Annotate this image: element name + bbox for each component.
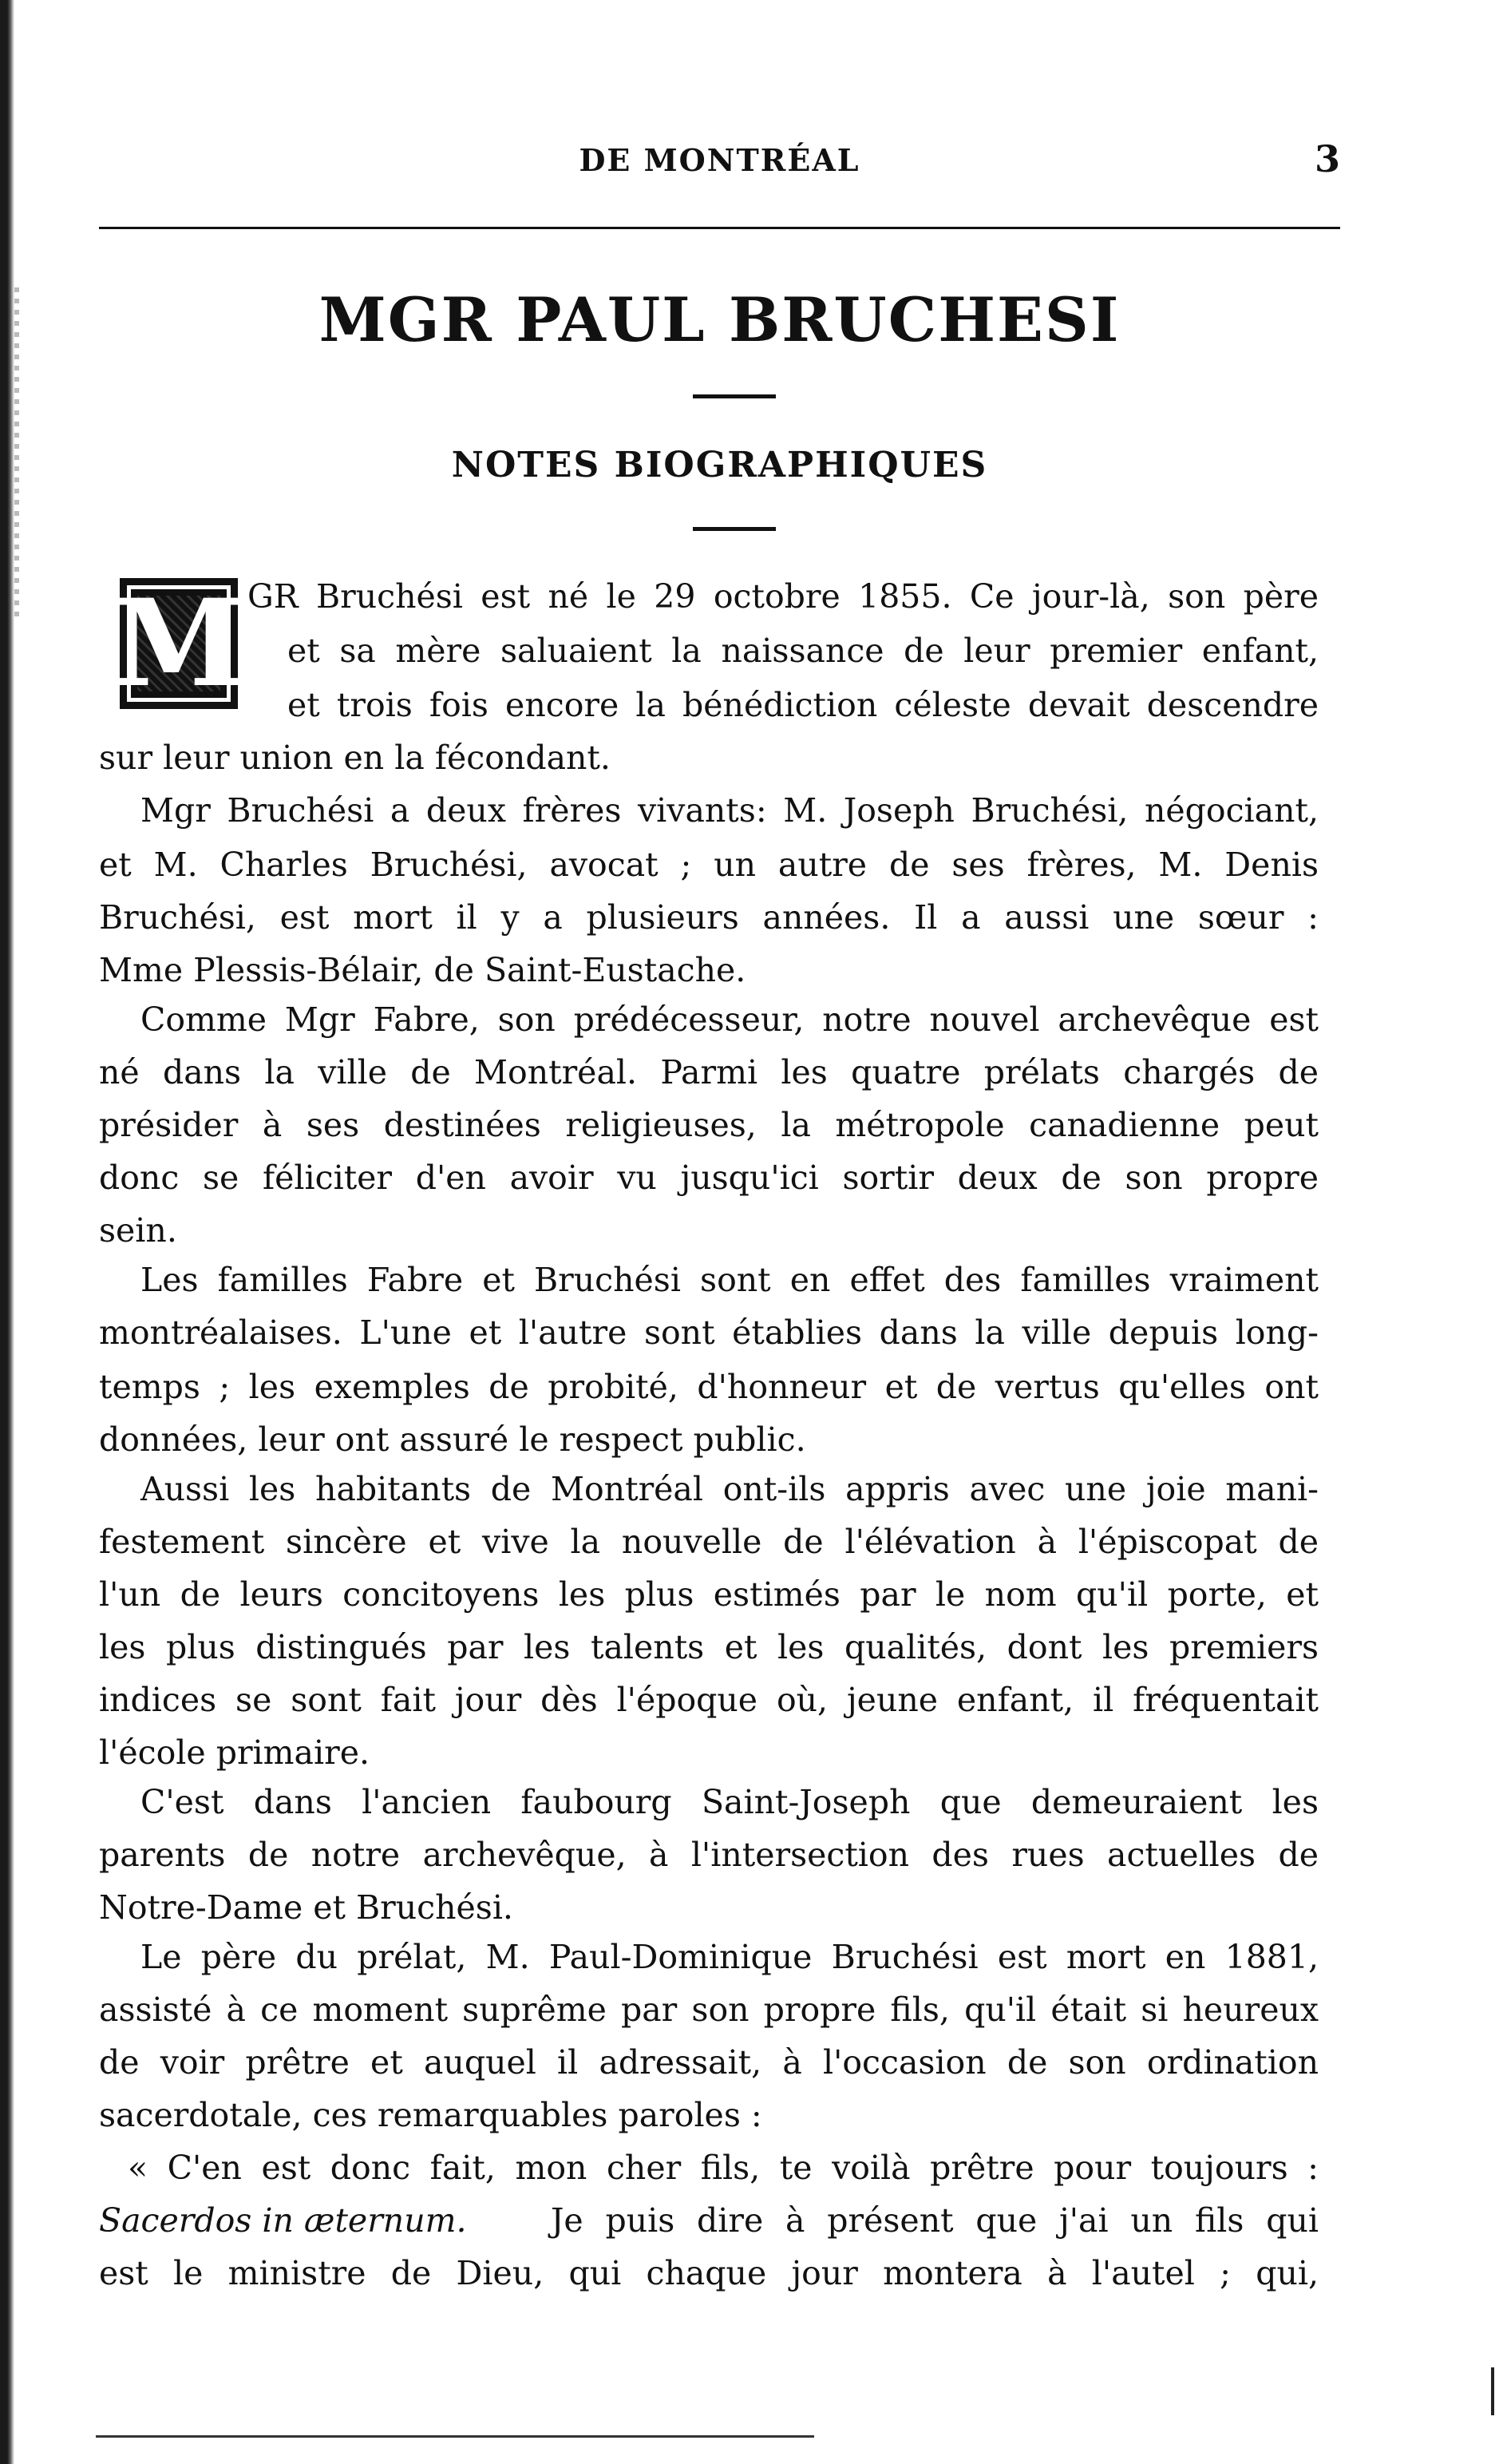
- text-line: données, leur ont assuré le respect public.: [99, 1420, 806, 1459]
- text-line: Aussi les habitants de Montréal ont-ils appris avec une joie mani-: [140, 1470, 1319, 1508]
- text-line: et sa mère saluaient la naissance de leur premier enfant,: [287, 632, 1319, 670]
- text-line: Bruchési, est mort il y a plusieurs années. Il a aussi une sœur :: [99, 898, 1319, 937]
- text-line: et M. Charles Bruchési, avocat ; un autre de ses frères, M. Denis: [99, 846, 1319, 884]
- text-line: Mme Plessis-Bélair, de Saint-Eustache.: [99, 951, 746, 989]
- text-line: Mgr Bruchési a deux frères vivants: M. Joseph Bruchési, négociant,: [140, 791, 1319, 830]
- text-line: festement sincère et vive la nouvelle de l'élévation à l'épiscopat de: [99, 1523, 1319, 1561]
- running-head-title: DE MONTRÉAL: [579, 142, 860, 178]
- text-line: les plus distingués par les talents et les qualités, dont les premiers: [99, 1628, 1319, 1666]
- text-line: Je puis dire à présent que j'ai un fils qui: [551, 2201, 1319, 2240]
- text-line: né dans la ville de Montréal. Parmi les quatre prélats chargés de: [99, 1053, 1319, 1091]
- article-title: MGR PAUL BRUCHESI: [318, 284, 1121, 355]
- text-line: montréalaises. L'une et l'autre sont établies dans la ville depuis long-: [99, 1313, 1319, 1352]
- text-line: Comme Mgr Fabre, son prédécesseur, notre nouvel archevêque est: [140, 1000, 1319, 1039]
- text-line: « C'en est donc fait, mon cher fils, te voilà prêtre pour toujours :: [128, 2149, 1319, 2187]
- text-line: Les familles Fabre et Bruchési sont en effet des familles vraiment: [140, 1261, 1319, 1299]
- latin-phrase: Sacerdos in æternum.: [99, 2201, 467, 2240]
- text-line: de voir prêtre et auquel il adressait, à l'occasion de son ordination: [99, 2043, 1319, 2082]
- text-line: l'un de leurs concitoyens les plus estimés par le nom qu'il porte, et: [99, 1575, 1319, 1614]
- text-line: sacerdotale, ces remarquables paroles :: [99, 2096, 762, 2134]
- scan-margin-mark: [1491, 2367, 1494, 2415]
- text-line: indices se sont fait jour dès l'époque où, jeune enfant, il fréquentait: [99, 1681, 1319, 1719]
- page-number: 3: [1314, 137, 1340, 180]
- subtitle-divider: [693, 527, 776, 531]
- text-line: GR Bruchési est né le 29 octobre 1855. Ce jour-là, son père: [247, 577, 1319, 616]
- text-line: parents de notre archevêque, à l'intersection des rues actuelles de: [99, 1836, 1319, 1874]
- text-line: sur leur union en la fécondant.: [99, 739, 611, 777]
- article-subtitle: NOTES BIOGRAPHIQUES: [451, 445, 988, 485]
- scan-binding-edge: [0, 0, 14, 2464]
- scan-binding-noise: [14, 287, 19, 623]
- text-line: sein.: [99, 1211, 177, 1250]
- text-line: C'est dans l'ancien faubourg Saint-Joseph que demeuraient les: [140, 1783, 1319, 1821]
- running-head: [99, 137, 1340, 190]
- text-line-latin: [99, 2201, 546, 2240]
- drop-cap: M: [112, 573, 246, 714]
- title-divider: [693, 394, 776, 398]
- text-line: donc se féliciter d'en avoir vu jusqu'ici sortir deux de son propre: [99, 1159, 1319, 1197]
- text-line: l'école primaire.: [99, 1733, 370, 1772]
- scan-bottom-rule: [96, 2435, 814, 2438]
- text-line: assisté à ce moment suprême par son propre fils, qu'il était si heureux: [99, 1991, 1319, 2029]
- text-line: Notre-Dame et Bruchési.: [99, 1888, 513, 1927]
- text-line: présider à ses destinées religieuses, la métropole canadienne peut: [99, 1106, 1319, 1144]
- text-line: Le père du prélat, M. Paul-Dominique Bruchési est mort en 1881,: [140, 1938, 1319, 1976]
- text-line: est le ministre de Dieu, qui chaque jour montera à l'autel ; qui,: [99, 2254, 1319, 2292]
- header-rule: [99, 227, 1340, 229]
- text-line: temps ; les exemples de probité, d'honneur et de vertus qu'elles ont: [99, 1368, 1319, 1406]
- text-line: et trois fois encore la bénédiction céleste devait descendre: [287, 686, 1319, 724]
